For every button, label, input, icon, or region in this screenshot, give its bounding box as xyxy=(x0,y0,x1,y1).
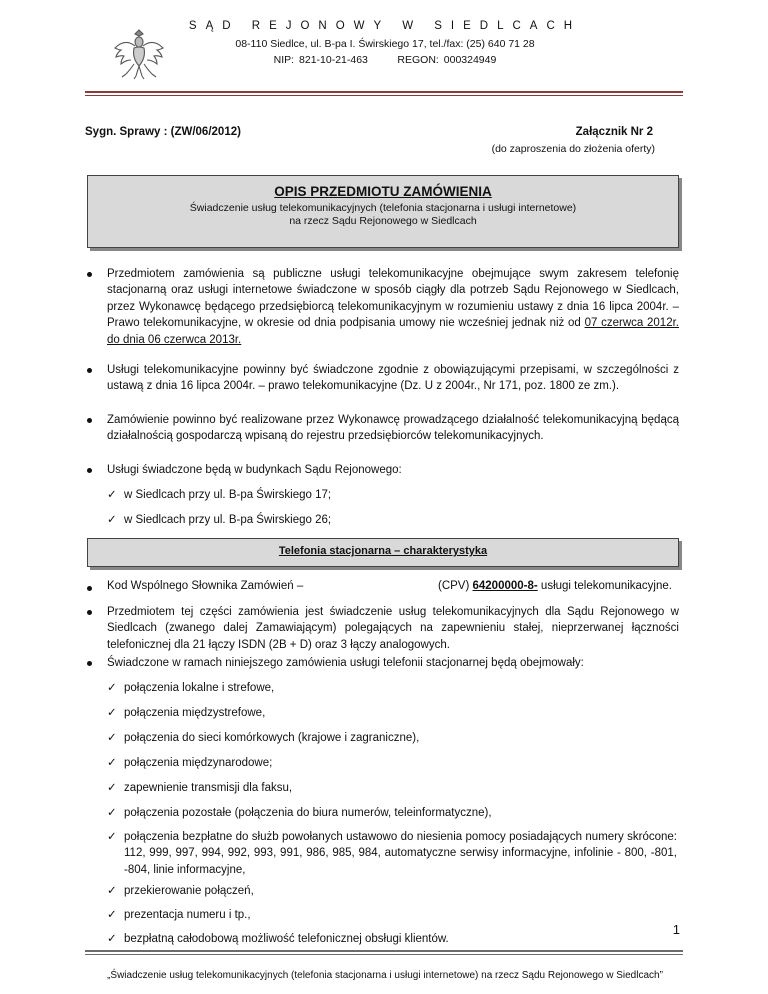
cpv-code: 64200000-8- xyxy=(472,580,538,592)
bullet-paragraph-services: Świadczone w ramach niniejszego zamówienia usługi telefonii stacjonarnej będą obejmowały: xyxy=(107,655,679,671)
regon-number: REGON: 000324949 xyxy=(397,54,497,66)
location-item: ✓ w Siedlcach przy ul. B-pa Świrskiego 17; xyxy=(107,487,677,503)
bullet-paragraph-scope: Przedmiotem tej części zamówienia jest świadczenie usług telekomunikacyjnych dla Sądu Rejonowego w Siedlcach (zwanego dalej Zamawiającym) polegających na zapewnieniu stałej, nieprzerwanej łączności telefonicznej dla 21 łączy ISDN (2B + D) oraz 3 łączy analogowych. xyxy=(107,604,679,653)
bullet-paragraph-2: Usługi telekomunikacyjne powinny być świadczone zgodnie z obowiązującymi przepisami, w szczególności z ustawą z dnia 16 lipca 2004r. – prawo telekomunikacyjne (Dz. U z 2004r., Nr 171, poz. 1800 ze zm.). xyxy=(107,362,679,395)
location-item: ✓ w Siedlcach przy ul. B-pa Świrskiego 26; xyxy=(107,512,677,528)
service-item: ✓ połączenia do sieci komórkowych (krajowe i zagraniczne), xyxy=(107,730,677,746)
attachment-label: Załącznik Nr 2 xyxy=(575,126,653,138)
document-title: OPIS PRZEDMIOTU ZAMÓWIENIA xyxy=(274,184,492,199)
checkmark-icon: ✓ xyxy=(107,909,117,921)
contract-period: 07 czerwca 2012r. do dnia 06 czerwca 2013r. xyxy=(107,317,679,346)
attachment-note: (do zaproszenia do złożenia oferty) xyxy=(491,143,655,155)
checkmark-icon: ✓ xyxy=(107,489,117,501)
document-subtitle-line1: Świadczenie usług telekomunikacyjnych (telefonia stacjonarna i usługi internetowe) xyxy=(189,202,577,214)
section-title-box xyxy=(87,538,679,567)
footer-divider xyxy=(85,950,683,952)
bullet-paragraph-1 xyxy=(107,266,679,348)
footer-text: „Świadczenie usług telekomunikacyjnych (telefonia stacjonarna i usługi internetowe) na rzecz Sądu Rejonowego w Siedlcach” xyxy=(107,970,663,981)
footer-divider-thin xyxy=(85,954,683,955)
section-title: Telefonia stacjonarna – charakterystyka xyxy=(278,545,488,557)
case-reference: Sygn. Sprawy : (ZW/06/2012) xyxy=(85,126,241,138)
checkmark-icon: ✓ xyxy=(107,514,117,526)
checkmark-icon: ✓ xyxy=(107,682,117,694)
checkmark-icon: ✓ xyxy=(107,782,117,794)
service-item: ✓ zapewnienie transmisji dla faksu, xyxy=(107,780,677,796)
polish-eagle-emblem-icon xyxy=(112,26,166,82)
service-item: ✓ połączenia międzynarodowe; xyxy=(107,755,677,771)
checkmark-icon: ✓ xyxy=(107,831,117,843)
court-name-heading: SĄD REJONOWY W SIEDLCACH xyxy=(188,20,582,32)
bullet-1-text: Przedmiotem zamówienia są publiczne usługi telekomunikacyjne obejmujące swym zakresem telefonię stacjonarną oraz usługi internetowe świadczone w sposób ciągły dla potrzeb Sądu Rejonowego w Siedlcach, przez Wykonawcę będącego przedsiębiorcą telekomunikacyjnym w rozumieniu ustawy z dnia 16 lipca 2004r. – Prawo telekomunikacyjne, w okresie od dnia podpisania umowy nie wcześniej jednak niż od xyxy=(107,268,679,330)
service-item: ✓ połączenia bezpłatne do służb powołanych ustawowo do niesienia pomocy posiadających numery skrócone: 112, 999, 997, 994, 992, 993, 991, 986, 985, 984, automatyczne serwisy informacyjne, infolinie - 800, -801, -804, linie informacyjne, xyxy=(107,831,677,876)
header-divider xyxy=(85,91,683,93)
cpv-label: Kod Wspólnego Słownika Zamówień – xyxy=(107,580,304,592)
title-box xyxy=(87,175,679,248)
bullet-paragraph-3: Zamówienie powinno być realizowane przez Wykonawcę prowadzącego działalność telekomunikacyjną będącą działalnością gospodarczą wpisaną do rejestru przedsiębiorców telekomunikacyjnych. xyxy=(107,412,679,445)
bullet-paragraph-4: Usługi świadczone będą w budynkach Sądu Rejonowego: xyxy=(107,462,679,478)
service-item: ✓ połączenia międzystrefowe, xyxy=(107,705,677,721)
checkmark-icon: ✓ xyxy=(107,732,117,744)
service-item: ✓ połączenia pozostałe (połączenia do biura numerów, teleinformatyczne), xyxy=(107,805,677,821)
nip-number: NIP: 821-10-21-463 xyxy=(273,54,368,66)
page-number: 1 xyxy=(672,922,680,937)
court-registry-ids xyxy=(180,54,590,66)
court-address: 08-110 Siedlce, ul. B-pa I. Świrskiego 17, tel./fax: (25) 640 71 28 xyxy=(235,38,535,50)
service-item: ✓ bezpłatną całodobową możliwość telefonicznej obsługi klientów. xyxy=(107,931,677,947)
checkmark-icon: ✓ xyxy=(107,707,117,719)
bullet-dot xyxy=(87,586,92,591)
service-item: ✓ połączenia lokalne i strefowe, xyxy=(107,680,677,696)
header-divider-thin xyxy=(85,95,683,96)
document-subtitle-line2: na rzecz Sądu Rejonowego w Siedlcach xyxy=(289,215,477,227)
service-item: ✓ prezentacja numeru i tp., xyxy=(107,907,677,923)
cpv-value: (CPV) 64200000-8- usługi telekomunikacyjne. xyxy=(438,580,672,592)
checkmark-icon: ✓ xyxy=(107,807,117,819)
checkmark-icon: ✓ xyxy=(107,885,117,897)
checkmark-icon: ✓ xyxy=(107,933,117,945)
checkmark-icon: ✓ xyxy=(107,757,117,769)
service-item: ✓ przekierowanie połączeń, xyxy=(107,883,677,899)
